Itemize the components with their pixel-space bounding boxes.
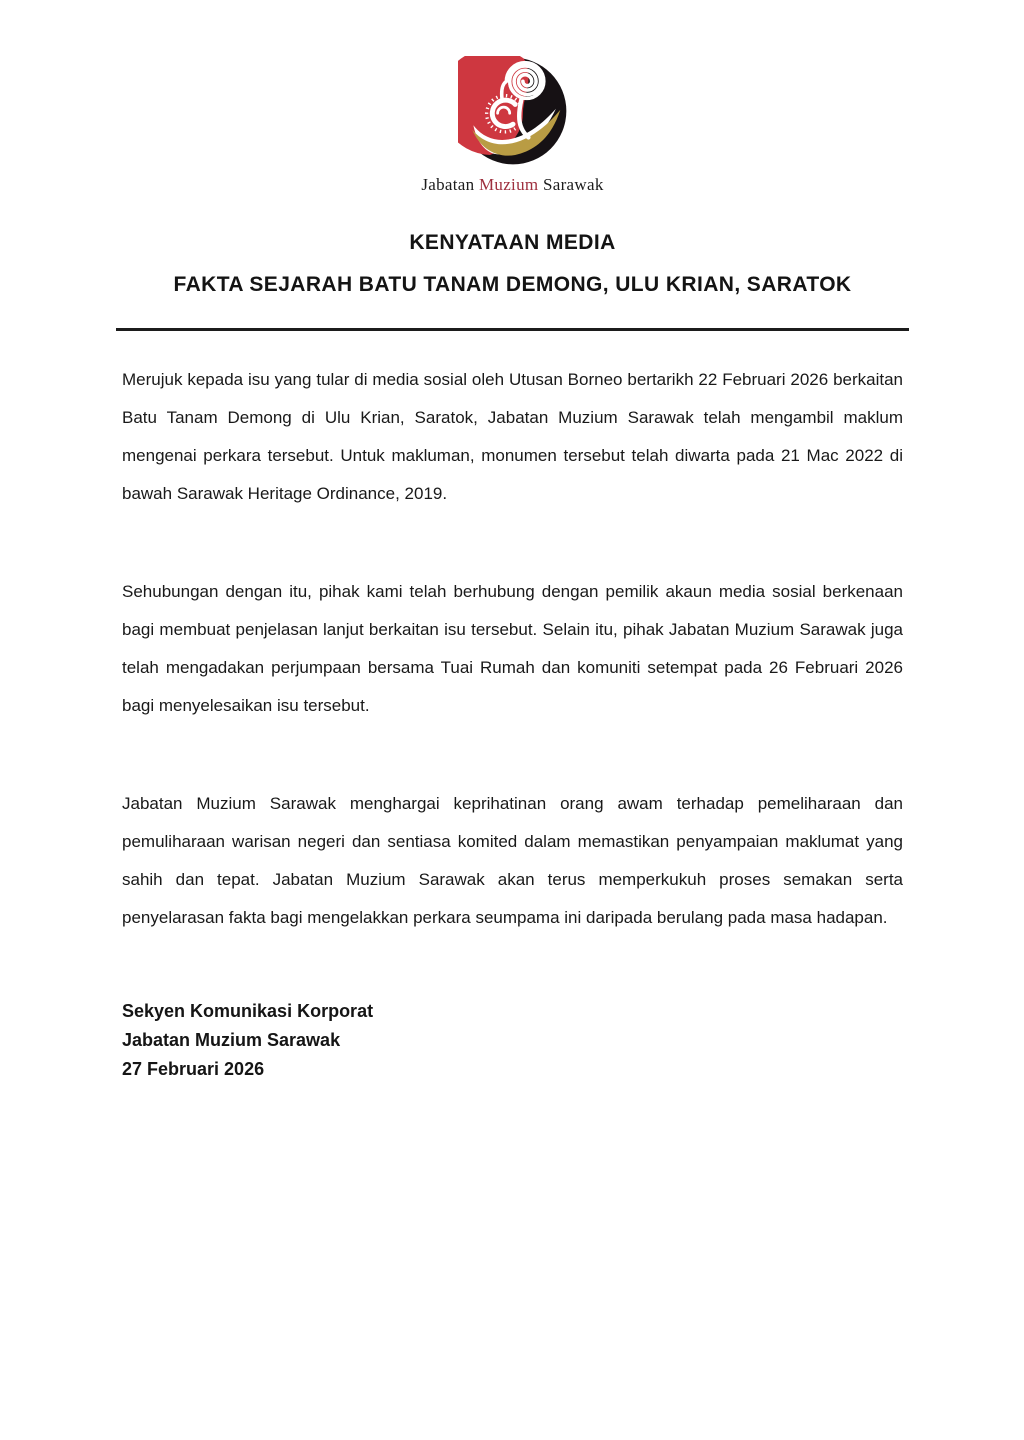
paragraph-1: Merujuk kepada isu yang tular di media sosial oleh Utusan Borneo bertarikh 22 Februari 2026 berkaitan Batu Tanam Demong di Ulu Krian, Saratok, Jabatan Muzium Sarawak telah mengambil maklum mengenai perkara tersebut. Untuk makluman, monumen tersebut telah diwarta pada 21 Mac 2022 di bawah Sarawak Heritage Ordinance, 2019. <box>122 370 903 503</box>
logo-caption-word-sarawak: Sarawak <box>542 175 604 194</box>
logo-caption <box>122 174 903 196</box>
title-divider-rule <box>116 328 909 331</box>
agency-logo-block <box>122 56 903 196</box>
signature-date: 27 Februari 2026 <box>122 1059 265 1079</box>
signature-section-name: Sekyen Komunikasi Korporat <box>122 1001 374 1021</box>
document-title: FAKTA SEJARAH BATU TANAM DEMONG, ULU KRIAN, SARATOK <box>173 273 852 296</box>
document-content <box>0 56 1024 1084</box>
jabatan-muzium-sarawak-logo-icon <box>458 56 568 166</box>
logo-caption-word-jabatan: Jabatan <box>421 175 475 194</box>
paragraph-3: Jabatan Muzium Sarawak menghargai keprihatinan orang awam terhadap pemeliharaan dan pemuliharaan warisan negeri dan sentiasa komited dalam memastikan penyampaian maklumat yang sahih dan tepat. Jabatan Muzium Sarawak akan terus memperkukuh proses semakan serta penyelarasan fakta bagi mengelakkan perkara seumpama ini daripada berulang pada masa hadapan. <box>122 794 903 927</box>
paragraph-2: Sehubungan dengan itu, pihak kami telah berhubung dengan pemilik akaun media sosial berkenaan bagi membuat penjelasan lanjut berkaitan isu tersebut. Selain itu, pihak Jabatan Muzium Sarawak juga telah mengadakan perjumpaan bersama Tuai Rumah dan komuniti setempat pada 26 Februari 2026 bagi menyelesaikan isu tersebut. <box>122 582 903 715</box>
logo-caption-word-muzium: Muzium <box>479 175 539 194</box>
signature-block <box>122 997 903 1084</box>
media-statement-kicker: KENYATAAN MEDIA <box>409 231 616 254</box>
signature-department-name: Jabatan Muzium Sarawak <box>122 1030 341 1050</box>
